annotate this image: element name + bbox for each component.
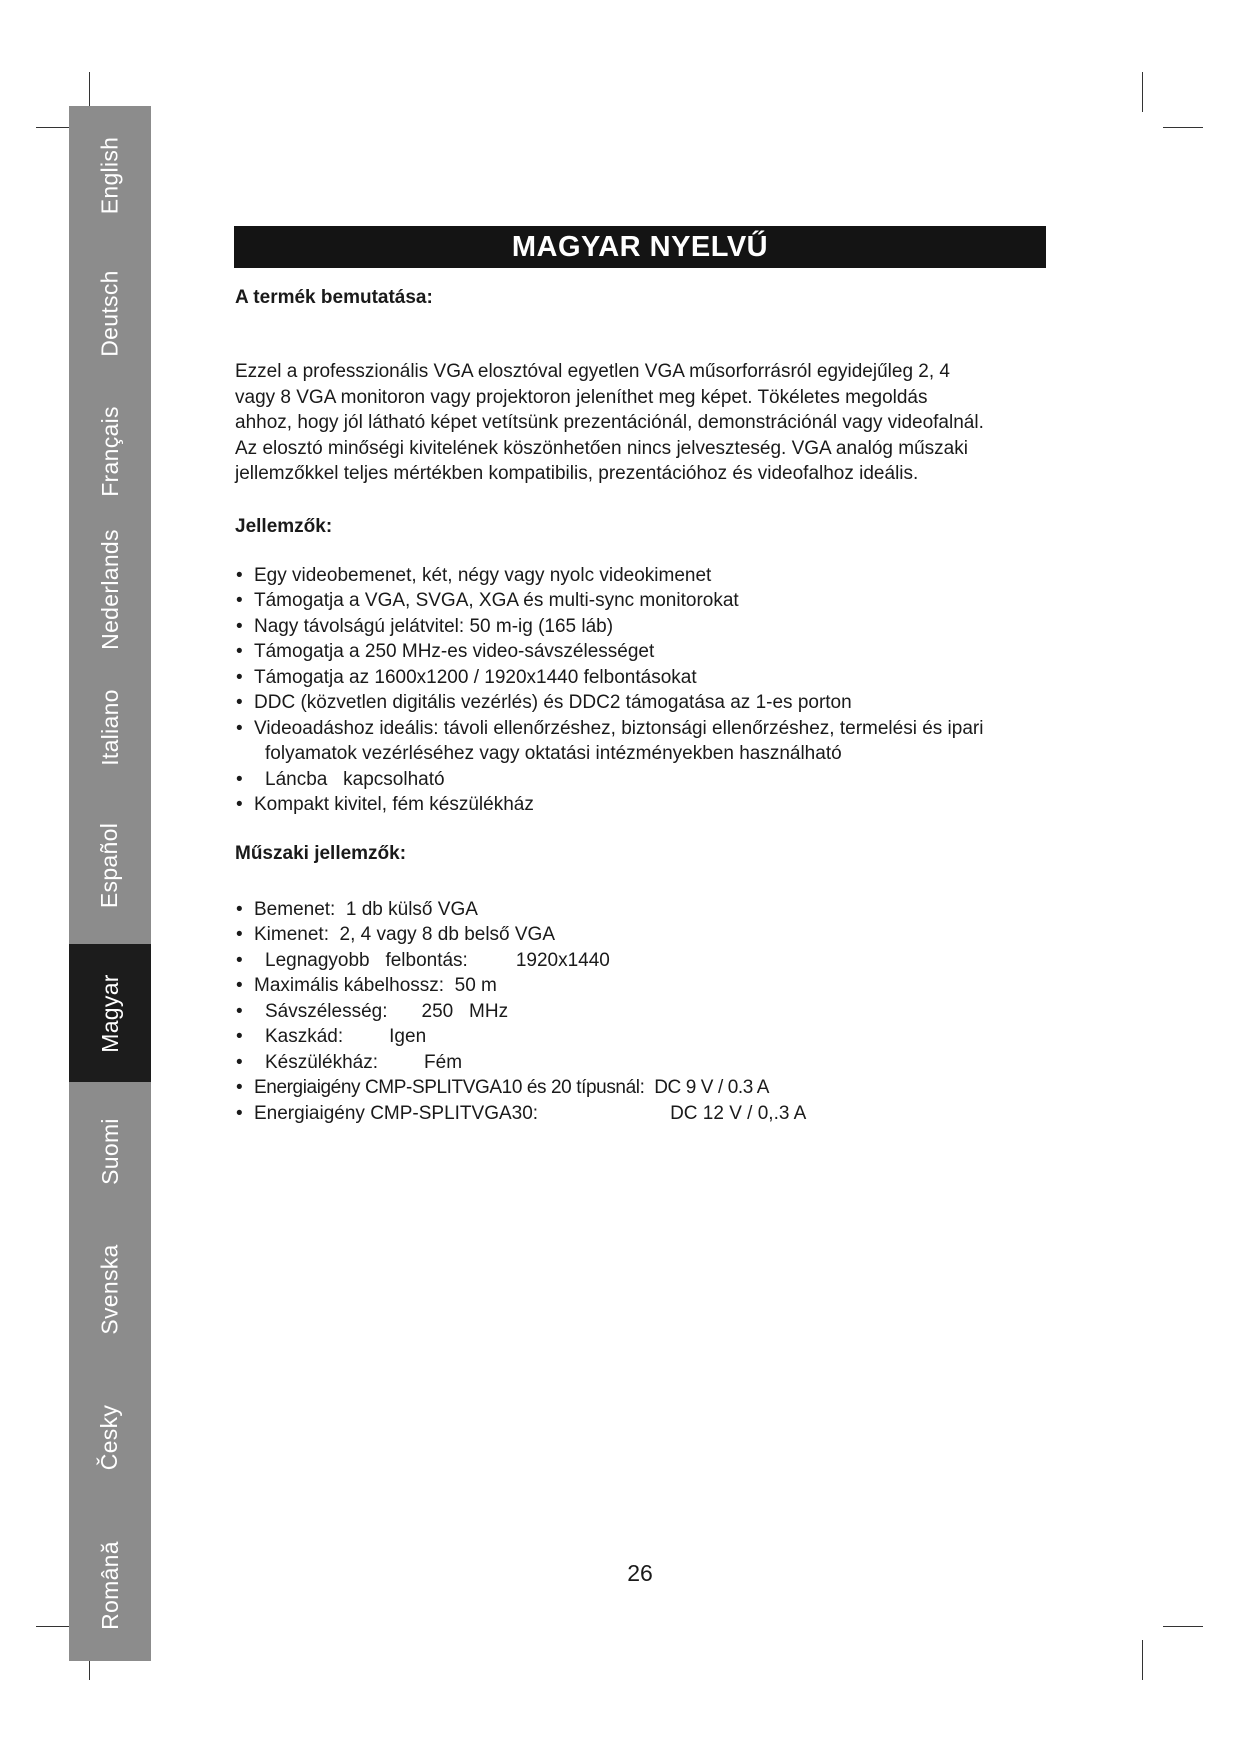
list-item: • Kompakt kivitel, fém készülékház xyxy=(235,792,1039,818)
language-tab-francais[interactable] xyxy=(69,382,151,520)
list-item: • DDC (közvetlen digitális vezérlés) és DDC2 támogatása az 1-es porton xyxy=(235,690,1039,716)
intro-line: Ezzel a professzionális VGA elosztóval egyetlen VGA műsorforrásról egyidejűleg 2, 4 xyxy=(235,361,950,382)
spec-value: 1 db külső VGA xyxy=(345,898,478,920)
spec-label: Energiaigény CMP-SPLITVGA10 és 20 típusnál: xyxy=(254,1077,645,1098)
specs-list xyxy=(235,897,1039,1127)
crop-mark-bottom-right-vertical xyxy=(1142,1640,1143,1680)
spec-label: Maximális kábelhossz: xyxy=(254,975,445,996)
spec-label: Legnagyobb felbontás: xyxy=(265,949,468,971)
features-heading: Jellemzők: xyxy=(235,515,333,537)
spec-label: Kimenet: xyxy=(254,924,329,945)
list-item: • Támogatja a VGA, SVGA, XGA és multi-sync monitorokat xyxy=(235,588,1039,614)
spec-item xyxy=(235,1101,1039,1127)
intro-paragraph xyxy=(235,359,1039,487)
list-item-text: folyamatok vezérléséhez vagy oktatási intézményekben használható xyxy=(265,743,842,764)
spec-value: Igen xyxy=(389,1026,427,1047)
language-tab-label: Svenska xyxy=(96,1243,123,1335)
language-tab-romana[interactable] xyxy=(69,1516,151,1654)
spec-item xyxy=(235,922,1039,948)
spec-value: 50 m xyxy=(454,975,497,996)
language-tab-magyar[interactable] xyxy=(69,944,151,1082)
language-tab-label: Suomi xyxy=(96,1117,123,1185)
language-tab-english[interactable] xyxy=(69,106,151,244)
specs-heading: Műszaki jellemzők: xyxy=(235,842,407,864)
language-tab-label: Română xyxy=(96,1540,123,1630)
crop-mark-top-right-horizontal xyxy=(1163,127,1203,128)
spec-label: Bemenet: xyxy=(254,898,336,920)
spec-value: 250 MHz xyxy=(421,1000,509,1022)
crop-mark-top-right-vertical xyxy=(1142,72,1143,112)
language-tab-label: Magyar xyxy=(96,973,123,1053)
list-item: • Támogatja az 1600x1200 / 1920x1440 felbontásokat xyxy=(235,665,1039,691)
intro-line: ahhoz, hogy jól látható képet vetítsünk prezentációnál, demonstrációnál vagy videofalnál. xyxy=(235,412,984,433)
spec-value: DC 9 V / 0.3 A xyxy=(654,1077,770,1098)
language-tab-suomi[interactable] xyxy=(69,1082,151,1220)
intro-line: jellemzőkkel teljes mértékben kompatibilis, prezentációhoz és videofalhoz ideális. xyxy=(235,463,919,484)
spec-label: Kaszkád: xyxy=(265,1026,344,1047)
list-item: • Nagy távolságú jelátvitel: 50 m-ig (165 láb) xyxy=(235,614,1039,640)
page-title-bar xyxy=(234,226,1046,268)
page-number: 26 xyxy=(627,1560,653,1586)
spec-item xyxy=(235,973,1039,999)
intro-heading: A termék bemutatása: xyxy=(235,287,433,308)
language-tab-svenska[interactable] xyxy=(69,1220,151,1358)
language-tab-deutsch[interactable] xyxy=(69,244,151,382)
language-tab-label: Français xyxy=(96,405,123,497)
list-item-continuation xyxy=(235,741,1039,767)
language-tab-espanol[interactable] xyxy=(69,796,151,934)
language-tab-label: Česky xyxy=(96,1404,123,1470)
language-tab-nederlands[interactable] xyxy=(69,520,151,658)
spec-item xyxy=(235,948,1039,974)
language-tab-label: English xyxy=(96,136,123,214)
list-item: • Támogatja a 250 MHz-es video-sávszélességet xyxy=(235,639,1039,665)
language-tab-label: Deutsch xyxy=(96,269,123,357)
list-item-text: Láncba kapcsolható xyxy=(265,768,445,790)
spec-item xyxy=(235,1050,1039,1076)
language-tab-label: Español xyxy=(96,822,123,908)
language-tab-italiano[interactable] xyxy=(69,658,151,796)
language-tab-cesky[interactable] xyxy=(69,1368,151,1506)
spec-item xyxy=(235,1024,1039,1050)
list-item: • Videoadáshoz ideális: távoli ellenőrzéshez, biztonsági ellenőrzéshez, termelési és ipari xyxy=(235,716,1039,742)
spec-label: Sávszélesség: xyxy=(265,1000,388,1022)
list-item: • Egy videobemenet, két, négy vagy nyolc videokimenet xyxy=(235,563,1039,589)
spec-label: Energiaigény CMP-SPLITVGA30: xyxy=(254,1102,539,1124)
page-title: MAGYAR NYELVŰ xyxy=(511,230,769,263)
intro-line: Az elosztó minőségi kivitelének köszönhetően nincs jelveszteség. VGA analóg műszaki xyxy=(235,437,968,459)
spec-item xyxy=(235,897,1039,923)
spec-value: 2, 4 vagy 8 db belső VGA xyxy=(339,924,556,945)
spec-label: Készülékház: xyxy=(265,1051,379,1073)
language-tab-label: Italiano xyxy=(96,688,123,766)
intro-line: vagy 8 VGA monitoron vagy projektoron jeleníthet meg képet. Tökéletes megoldás xyxy=(235,386,928,408)
spec-value: 1920x1440 xyxy=(515,949,610,971)
spec-item xyxy=(235,999,1039,1025)
spec-item xyxy=(235,1075,1039,1101)
main-content xyxy=(235,285,1039,1126)
spec-value: Fém xyxy=(424,1051,463,1073)
crop-mark-bottom-right-horizontal xyxy=(1163,1626,1203,1627)
language-tab-label: Nederlands xyxy=(96,528,123,650)
spec-value: DC 12 V / 0,.3 A xyxy=(670,1102,807,1124)
list-item xyxy=(235,767,1039,793)
language-sidebar xyxy=(69,106,151,1661)
features-list xyxy=(235,563,1039,818)
